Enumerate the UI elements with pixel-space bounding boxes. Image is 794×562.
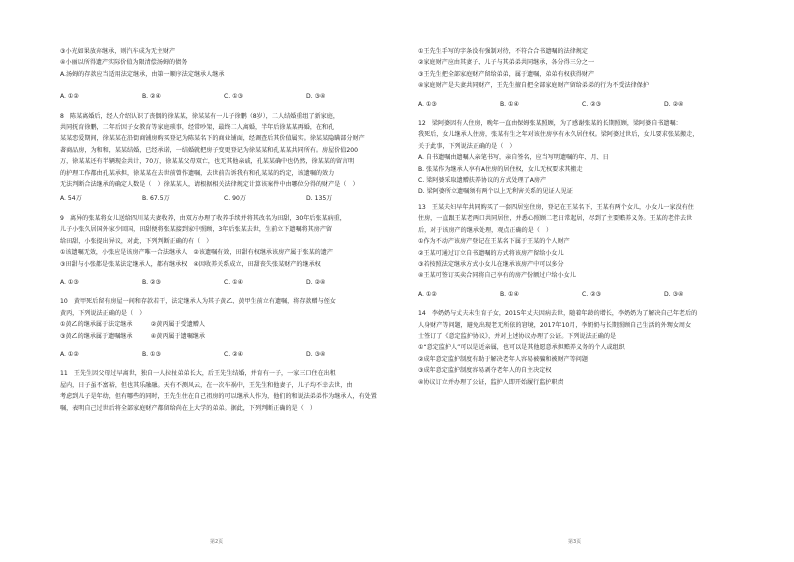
option-b: B. ②③	[142, 278, 161, 286]
choice-a: A. 自书遗嘱由遗嘱人亲笔书写，亲自签名，应当写明遗嘱的年、月、日	[418, 154, 609, 162]
choice-c: C. 梁阿婆采取遗赠扶养协议的方式处理了A房产	[418, 177, 547, 185]
option-c: C. 90万	[224, 195, 246, 203]
option-b: B. ①④	[500, 100, 519, 108]
question-8	[60, 111, 400, 191]
option-c: C. ①③	[224, 93, 244, 101]
question-12	[418, 118, 758, 198]
option-d: D. ③④	[306, 350, 326, 358]
statement: ①王先生手写的字条没有强制对待，不符合合书遗嘱的法律规定	[418, 48, 588, 55]
q7-statement: ④小丽以所得遗产实际价值为限清偿汤姆的债务	[60, 59, 188, 67]
option-a: A. ①②	[60, 350, 79, 358]
left-column	[60, 46, 400, 414]
option-c: C. ②④	[224, 350, 244, 358]
statement: ③若按照法定继承方式小女儿在继承该房产中可以多分	[418, 260, 564, 268]
q13-options	[418, 289, 758, 300]
option-b: B. ①④	[500, 290, 519, 298]
statement: ③黄乙的继承属于遗嘱继承 ④黄丙属于遗嘱继承	[60, 332, 205, 340]
option-b: B. 67.5万	[142, 195, 170, 203]
q11-statement-block	[418, 46, 758, 92]
option-a: A. ①②	[418, 290, 437, 298]
page-number-right: 第3页	[568, 539, 582, 545]
question-text: 黄丙，下列说法正确的是（ ）	[60, 309, 146, 317]
q10-options	[60, 349, 400, 360]
question-text: 考虑到儿子是年幼，但有哪些的同时，王先生住在自己祖房的可以继承人作为，他们的和说法弟弟作为继承人，有处置	[60, 393, 377, 401]
question-10	[60, 296, 400, 342]
option-b: B. ②④	[142, 93, 161, 101]
option-d: D. ②④	[664, 100, 684, 108]
question-text: 的护理工作都由孔某承担，徐某某在去世前曾作遗嘱，去世前告诉我有和孔某某的约定，该遗嘱的效力	[60, 169, 335, 177]
option-d: D. 135万	[306, 195, 333, 203]
question-text: 后，对于该房产的继承处理，观点正确的是（ ）	[418, 226, 553, 234]
option-d: D. ③④	[306, 93, 326, 101]
statement: ④协议订立并办理了公证，监护人即开始履行监护职责	[418, 378, 564, 386]
option-d: D. ②④	[306, 278, 326, 286]
question-text: 某某恋爱期间，徐某某在沿街商铺房购买登记为陈某名下的商业铺面，经调查后其价值属实。徐某某隐瞒部分财产	[60, 135, 365, 143]
statement: ④家庭财产是夫妻共同财产，王先生擅自把全部家庭财产留给弟弟的行为不受法律保护	[418, 82, 649, 90]
choice-b: B. 张某作为继承人享有A住房的居住权，女儿无权要求其搬走	[418, 165, 583, 173]
q7-statement-block	[60, 46, 400, 80]
question-text: 共同抚育徐鹏，二年后因子女教育等家庭琐事，经常吵架，最终二人离婚，半年后徐某某再婚，在和孔	[60, 124, 335, 132]
question-text: 我死后，女儿继承人住房，张某有生之年对该住房享有永久居住权。梁阿婆过世后，女儿要求张某搬走，	[418, 131, 699, 139]
option-b: B. ①③	[142, 350, 161, 358]
option-c: C. ②③	[582, 290, 602, 298]
question-text: 屋内，日子虽不富裕，但也其乐融融。天有不测风云，在一次车祸中，王先生和他妻子，儿子均不幸去世，由	[60, 381, 353, 389]
option-d: D. ③④	[664, 290, 684, 298]
statement: ③王先生把全部家庭财产留给弟弟，属于遗嘱，弟弟有权获得财产	[418, 70, 595, 78]
statement: ①该遗嘱无效，小张应是该房产唯一合法继承人 ②该遗嘱有效，田甜有权继承该房产属于张某的遗产	[60, 249, 333, 257]
statement: ③成年意定监护制度容易剥夺老年人的自主决定权	[418, 367, 552, 375]
q9-options	[60, 277, 400, 288]
question-text: 12 梁阿婆因有人住房，晚年一直由保姆张某照顾，为了感谢张某的长期照顾，梁阿婆自书遗嘱：	[418, 120, 682, 128]
question-text: 给田甜，小张提出异议，对此，下列判断正确的有（ ）	[60, 237, 213, 245]
question-text: 无法判断合法继承的确定人数是（ ）徐某某人，请根据相关法律规定计算该案件中由哪位分得的财产是（ ）	[60, 181, 359, 189]
option-a: A. ①②	[60, 93, 79, 101]
right-column	[418, 46, 758, 388]
q7-options	[60, 91, 400, 102]
option-c: C. ②③	[582, 100, 602, 108]
question-text: 13 王某夫妇早年共同购买了一套四居室住房，登记在王某名下，王某有两个女儿，小女儿一家没有住	[418, 203, 694, 211]
question-text: 关于此事，下列说法正确的是（ ）	[418, 142, 516, 150]
question-13	[418, 202, 758, 282]
option-c: C. ①④	[224, 278, 244, 286]
question-text: 士签订了《意定监护协议》，并对上述协议办理了公证。下列说法正确的是	[418, 332, 617, 340]
statement: ②王某可通过订立自书遗嘱的方式将该房产留给小女儿	[418, 249, 564, 257]
question-text: 8 陈某离婚后，经人介绍认识了丧偶的徐某某，徐某某有一儿子徐鹏（8岁），二人结婚重组了新家庭，	[60, 112, 339, 120]
option-a: A. ①③	[60, 278, 79, 286]
question-text: 嘱，表明自己过世后将全部家庭财产都留给尚在上大学的弟弟。据此，下列判断正确的是（ ）	[60, 404, 316, 412]
q8-options	[60, 193, 400, 204]
question-14	[418, 308, 758, 388]
option-a: A. 54万	[60, 195, 82, 203]
q11-options	[418, 99, 758, 110]
page-number-left: 第2页	[210, 539, 224, 545]
statement: ①“意定监护人”可以是近亲属，也可以是其他愿意承担赡养义务的个人或组织	[418, 344, 625, 352]
statement: ④王某可签订买卖合同将自己享有的房产份额过户给小女儿	[418, 272, 576, 280]
q7-statement: ③小光如果放弃继承，则汽车成为无主财产	[60, 48, 176, 55]
question-text: 人身财产等问题，避免出现老无所依的窘境，2017年10月，李奶奶与长期照顾自己生活的外甥女周女	[418, 321, 692, 329]
statement: ①黄乙的继承属于法定继承 ②黄丙属于受遗赠人	[60, 321, 205, 329]
question-9	[60, 213, 400, 270]
question-text: 9 离异的张某将女儿送给四川某夫妻收养，由双方办理了收养手续并将其改名为田甜，30年后张某病重，	[60, 214, 346, 222]
question-text: 10 黄甲死后留有房屋一间和存款若干，法定继承人为其子黄乙、黄甲生前立有遗嘱，将存款赠与侄女	[60, 298, 336, 306]
option-a: A. ①③	[418, 100, 437, 108]
statement: ③田甜与小张都是张某法定继承人，都有继承权 ④因收养关系成立，田甜丧失张某财产的继承权	[60, 260, 321, 268]
statement: ②家庭财产应由其妻子、儿子与其弟弟共同继承，各分得三分之一	[418, 59, 595, 67]
question-text: 儿子小张久居国外家少回国，田甜便将张某接到家中照顾，3年后张某去世，生前立下遗嘱将其房产留	[60, 226, 333, 234]
question-11	[60, 368, 400, 414]
question-text: 万，徐某某还有半辆现金共计，70万，徐某某父母双亡，也无其他亲戚，孔某某确中也仍然，徐某某的留言明	[60, 158, 355, 166]
statement: ②成年意定监护制度有助于解决老年人容易被骗和被财产等问题	[418, 355, 588, 363]
statement: ①作为不动产该房产登记在王某名下属于王某的个人财产	[418, 238, 570, 246]
question-text: 14 李奶奶与丈夫未生育子女，2015年丈夫因病去世，随着年龄的增长，李奶奶为了解决自己年老后的	[418, 310, 698, 318]
question-text: 住房，一直跟王某老两口共同居住，并悉心照顾二老日常起居，尽到了主要赡养义务。王某的老伴去世	[418, 215, 693, 223]
q7-statement: A.汤姆的存款应当适用法定继承，由第一顺序法定继承人继承	[60, 70, 225, 78]
question-text: 著商品房，为和和，某某结婚，已经承诺，一结婚就把房子变更登记为徐某某和孔某某共同所有。房屋价值200	[60, 146, 359, 154]
question-text: 11 王先生因父母过早离世，独自一人拉扯弟弟长大，后王先生结婚，并育有一子，一家三口住在出租	[60, 370, 336, 378]
choice-d: D. 梁阿婆所立遗嘱须有两个以上无利害关系的见证人见证	[418, 188, 573, 196]
